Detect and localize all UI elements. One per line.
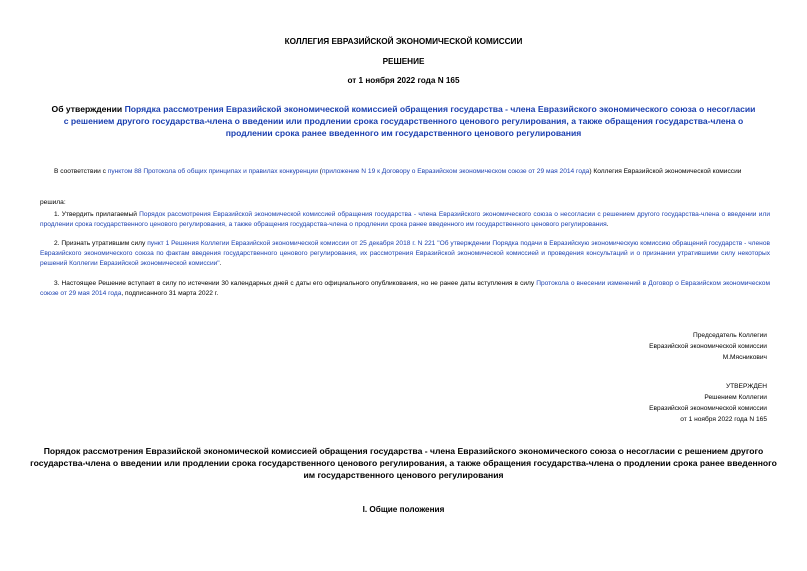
signature-line-3: М.Мясникович bbox=[722, 354, 767, 361]
item-1-paragraph bbox=[40, 210, 770, 230]
section-heading: I. Общие положения bbox=[362, 505, 445, 514]
preamble-link-protocol[interactable]: пунктом 88 Протокола об общих принципах и правилах конкуренции bbox=[107, 168, 318, 175]
item-3-text-1: 3. Настоящее Решение вступает в силу по истечении 30 календарных дней с даты его официального опубликования, но не ранее даты вступления в силу bbox=[54, 280, 537, 287]
order-title: Порядок рассмотрения Евразийской экономической комиссией обращения государства - члена Евразийского экономического союза о несогласии с решением другого государства-члена о введении или продлении срока государственного ценового регулирования, а также обращения государства-члена о продлении срока ранее введенного им государственного ценового регулирования bbox=[30, 446, 777, 480]
title-prefix: Об утверждении bbox=[51, 104, 125, 114]
approval-block bbox=[517, 381, 767, 425]
doc-type-heading: РЕШЕНИЕ bbox=[382, 57, 425, 66]
decision-title bbox=[48, 103, 759, 139]
approval-line-4: от 1 ноября 2022 года N 165 bbox=[680, 416, 767, 423]
preamble-paragraph bbox=[40, 167, 770, 177]
collegium-heading: КОЛЛЕГИЯ ЕВРАЗИЙСКОЙ ЭКОНОМИЧЕСКОЙ КОМИССИИ bbox=[284, 37, 523, 46]
preamble-link-treaty[interactable]: приложение N 19 к Договору о Евразийском экономическом союзе от 29 мая 2014 года bbox=[321, 168, 590, 175]
preamble-text-2: ( bbox=[317, 168, 322, 175]
item-2-text-2: . bbox=[219, 260, 222, 267]
approval-line-2: Решением Коллегии bbox=[704, 394, 767, 401]
decided-label: решила: bbox=[40, 199, 66, 206]
item-3-link[interactable]: Протокола о внесении изменений в Договор о Евразийском экономическом союзе от 29 мая 2014 года bbox=[40, 280, 770, 297]
signature-line-1: Председатель Коллегии bbox=[693, 332, 767, 339]
item-3-text-2: , подписанного 31 марта 2022 г. bbox=[121, 290, 219, 297]
item-1-text-1: 1. Утвердить прилагаемый bbox=[54, 211, 140, 218]
item-2-text-1: 2. Признать утратившим силу bbox=[54, 240, 148, 247]
item-2-paragraph bbox=[40, 239, 770, 269]
item-1-text-2: . bbox=[606, 221, 609, 228]
preamble-text-3: ) Коллегия Евразийской экономической комиссии bbox=[589, 168, 742, 175]
preamble-text-1: В соответствии с bbox=[54, 168, 108, 175]
signature-line-2: Евразийской экономической комиссии bbox=[649, 343, 767, 350]
date-number-heading: от 1 ноября 2022 года N 165 bbox=[347, 76, 460, 85]
item-3-paragraph bbox=[40, 279, 770, 299]
item-2-link[interactable]: пункт 1 Решения Коллегии Евразийской экономической комиссии от 25 декабря 2018 г. N 221 "Об утверждении Порядка подачи в Евразийскую экономическую комиссию обращений государств - членов Евразийского экономического союза по фактам введения государственного ценового регулирования, их рассмотрения Евразийской экономической комиссией и проведения консультаций и о признании утратившими силу некоторых решений Коллегии Евразийской экономической комиссии" bbox=[40, 240, 770, 267]
item-1-link[interactable]: Порядок рассмотрения Евразийской экономической комиссией обращения государства - члена Евразийского экономического союза о несогласии с решением другого государства-члена о введении или продлении срока государственного ценового регулирования, а также обращения государства-члена о продлении срока ранее введенного им государственного ценового регулирования bbox=[40, 211, 770, 228]
approval-line-3: Евразийской экономической комиссии bbox=[649, 405, 767, 412]
title-link[interactable]: Порядка рассмотрения Евразийской экономической комиссией обращения государства - члена Евразийского экономического союза о несогласии с решением другого государства-члена о введении или продлении срока государственного ценового регулирования, а также обращения государства-члена о продлении срока ранее введенного им государственного ценового регулирования bbox=[63, 104, 756, 138]
signature-block bbox=[517, 330, 767, 363]
approval-line-1: УТВЕРЖДЕН bbox=[725, 383, 767, 390]
